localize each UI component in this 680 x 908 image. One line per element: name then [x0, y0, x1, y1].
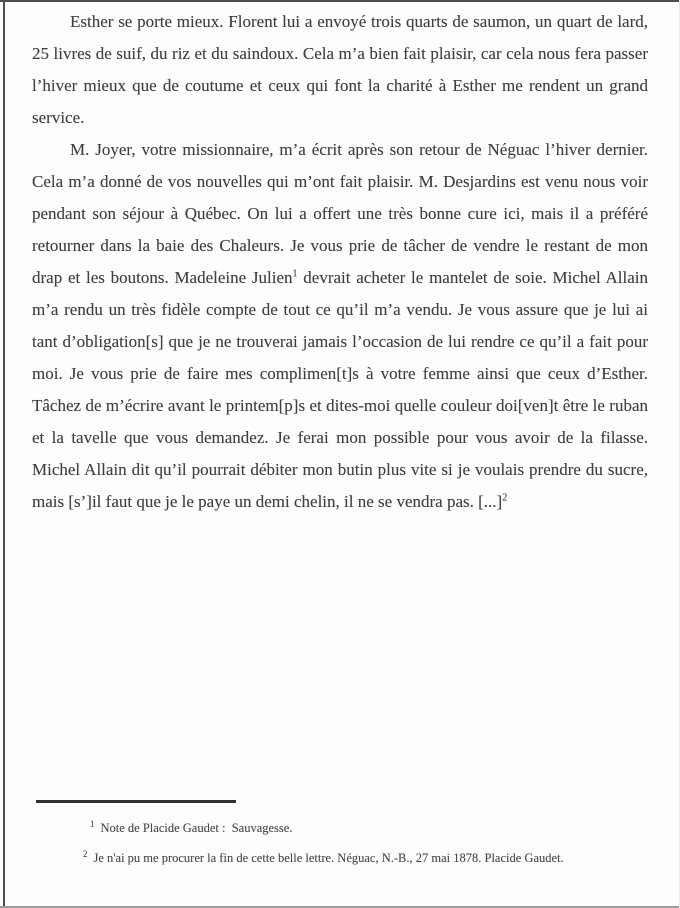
footnotes: [28, 818, 648, 868]
footnote-text: Je n'ai pu me procurer la fin de cette belle lettre. Néguac, N.-B., 27 mai 1878. Placide Gaudet.: [93, 851, 564, 865]
footnote-text: Note de Placide Gaudet : Sauvagesse.: [100, 821, 293, 835]
footnote-marker: 1: [90, 818, 95, 829]
paragraph: Esther se porte mieux. Florent lui a envoyé trois quarts de saumon, un quart de lard, 25 livres de suif, du riz et du saindoux. Cela m’a bien fait plaisir, car cela nous fera passer l’hiver mieux que de coutume et ceux qui font la charité à Esther me rendent un grand service.: [32, 12, 648, 127]
footnote: [83, 848, 648, 868]
page-edge-top: [0, 0, 680, 2]
paragraph: M. Joyer, votre missionnaire, m’a écrit après son retour de Néguac l’hiver dernier. Cela m’a donné de vos nouvelles qui m’ont fait plaisir. M. Desjardins est venu nous voir pendant son séjour à Québec. On lui a offert une très bonne cure ici, mais il a préféré retourner dans la baie des Chaleurs. Je vous prie de tâcher de vendre le restant de mon drap et les boutons. Madeleine Julien$^1$ devrait acheter le mantelet de soie. Michel Allain m’a rendu un très fidèle compte de tout ce qu’il m’a vendu. Je vous assure que je lui ai tant d’obligation[s] que je ne trouverai jamais l’occasion de lui rendre ce qu’il a fait pour moi. Je vous prie de faire mes complimen[t]s à votre femme ainsi que ceux d’Esther. Tâchez de m’écrire avant le printem[p]s et dites-moi quelle couleur doi[ven]t être le ruban et la tavelle que vous demandez. Je ferai mon possible pour vous avoir de la filasse. Michel Allain dit qu’il pourrait débiter mon butin plus vite si je voulais prendre du sucre, mais [s’]il faut que je le paye un demi chelin, il ne se vendra pas. [...]$^2$: [32, 140, 648, 511]
footnote-marker: 2: [83, 848, 88, 859]
footnote: [90, 818, 648, 838]
footnote-ref-marker: 2: [502, 492, 508, 504]
footnote-area: [28, 800, 648, 868]
footnote-separator: [36, 800, 236, 803]
footnote-ref-marker: 1: [292, 268, 298, 280]
page-edge-left: [3, 0, 5, 908]
letter-body: [32, 6, 648, 518]
